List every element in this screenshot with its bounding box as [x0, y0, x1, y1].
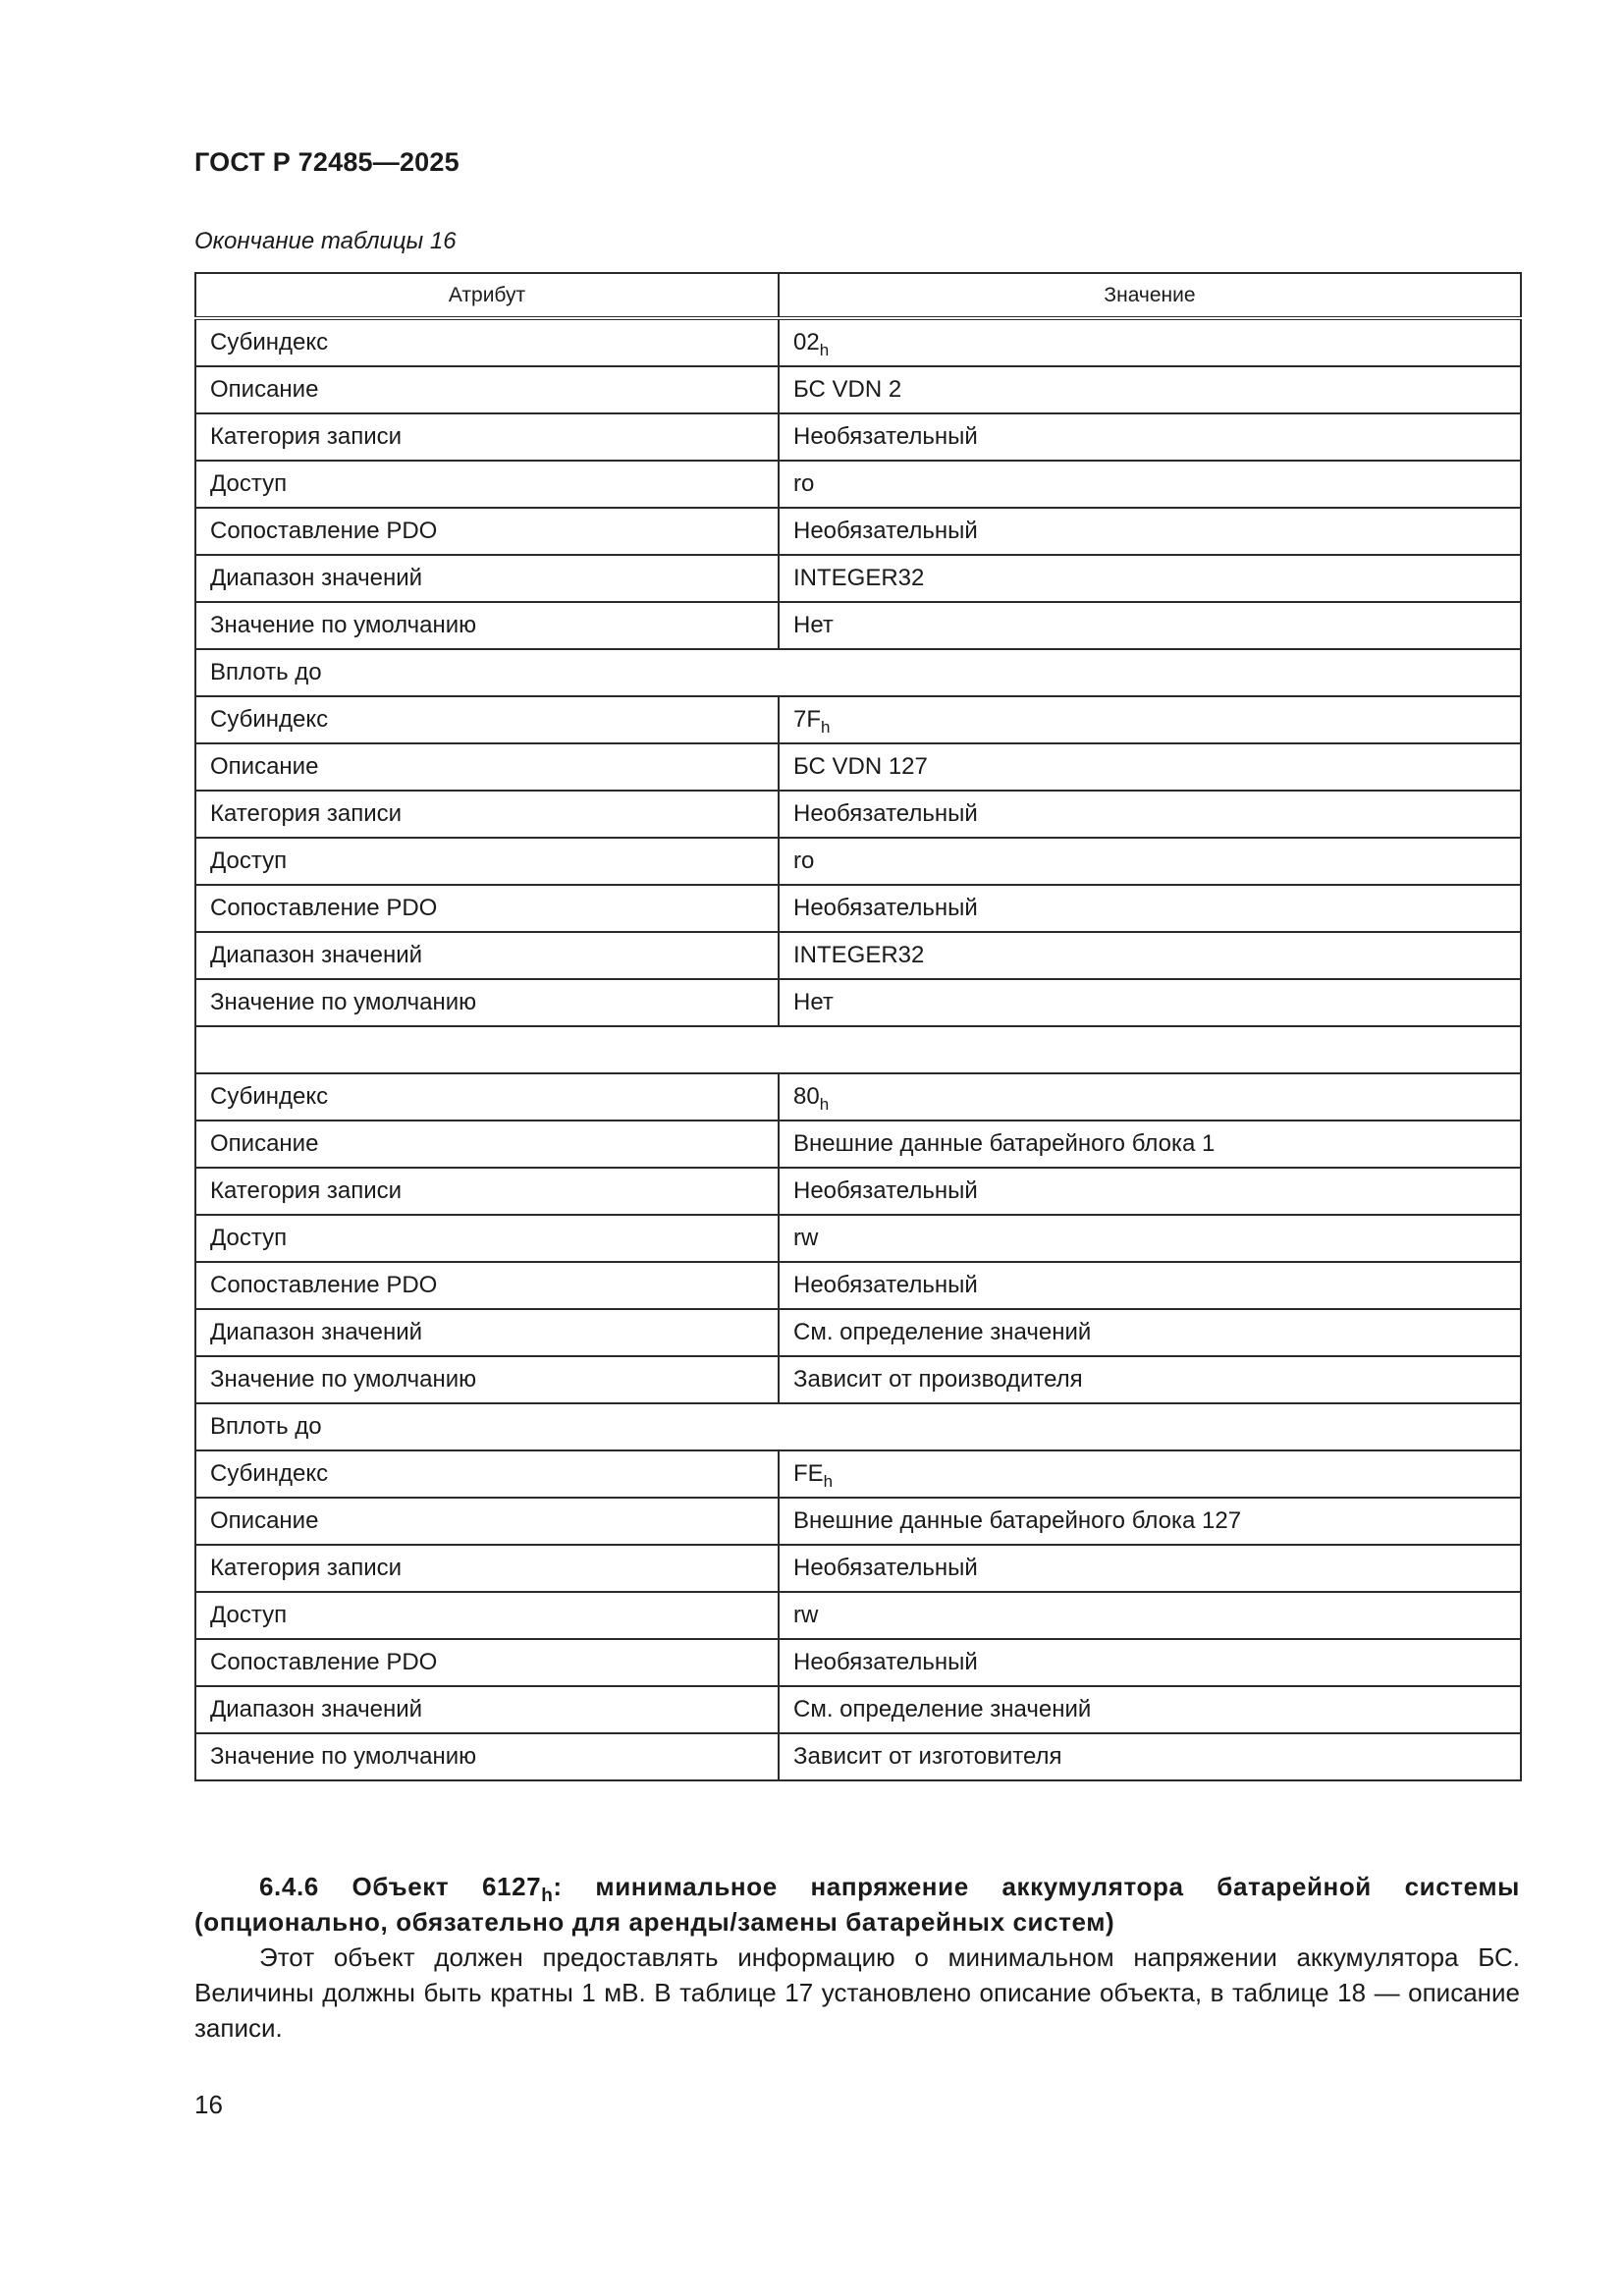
- value-cell: [779, 743, 1521, 791]
- attribute-cell: Значение по умолчанию: [195, 602, 779, 649]
- value-text: См. определение значений: [793, 1696, 1092, 1722]
- table-row: [195, 1309, 1521, 1356]
- table-row: [195, 696, 1521, 743]
- table-row: [195, 1545, 1521, 1592]
- table-span-cell: [195, 1026, 1521, 1073]
- attribute-cell: Субиндекс: [195, 696, 779, 743]
- value-text: Необязательный: [793, 423, 978, 450]
- table-row: [195, 1356, 1521, 1403]
- attribute-cell: Субиндекс: [195, 318, 779, 366]
- value-cell: [779, 1356, 1521, 1403]
- table-row: [195, 979, 1521, 1026]
- table-row: [195, 1733, 1521, 1780]
- value-cell: [779, 318, 1521, 366]
- value-cell: [779, 1686, 1521, 1733]
- value-cell: [779, 838, 1521, 885]
- value-cell: [779, 1545, 1521, 1592]
- value-text: Зависит от изготовителя: [793, 1743, 1062, 1770]
- column-header-attribute: Атрибут: [195, 273, 779, 318]
- attribute-cell: Описание: [195, 743, 779, 791]
- attribute-cell: Описание: [195, 1121, 779, 1168]
- value-text: Внешние данные батарейного блока 1: [793, 1130, 1216, 1157]
- attribute-cell: Описание: [195, 1498, 779, 1545]
- value-text: rw: [793, 1225, 819, 1251]
- section-6-4-6: [194, 1869, 1520, 2046]
- attribute-cell: Описание: [195, 366, 779, 413]
- value-text: INTEGER32: [793, 942, 925, 968]
- value-cell: [779, 932, 1521, 979]
- table-row: [195, 1592, 1521, 1639]
- attribute-cell: Значение по умолчанию: [195, 1733, 779, 1780]
- table-row: [195, 318, 1521, 366]
- value-text: Нет: [793, 612, 834, 638]
- value-text: Зависит от производителя: [793, 1366, 1083, 1393]
- value-text: БС VDN 127: [793, 753, 928, 780]
- table-row: [195, 366, 1521, 413]
- value-text: Внешние данные батарейного блока 127: [793, 1507, 1242, 1534]
- value-text: Необязательный: [793, 1272, 978, 1298]
- section-heading-rest: : минимальное напряжение аккумулятора батарейной системы (опционально, обязательно для аренды/замены батарейных систем): [194, 1872, 1520, 1937]
- table-body: [195, 318, 1521, 1780]
- attribute-cell: Категория записи: [195, 413, 779, 461]
- attribute-table: [194, 272, 1522, 1781]
- value-cell: [779, 979, 1521, 1026]
- value-cell: [779, 461, 1521, 508]
- attribute-cell: Доступ: [195, 838, 779, 885]
- value-cell: [779, 1121, 1521, 1168]
- table-row: [195, 1168, 1521, 1215]
- attribute-cell: Сопоставление PDO: [195, 1262, 779, 1309]
- value-subscript: h: [819, 1095, 830, 1114]
- attribute-cell: Субиндекс: [195, 1450, 779, 1498]
- attribute-cell: Значение по умолчанию: [195, 979, 779, 1026]
- table-row: [195, 461, 1521, 508]
- table-span-cell: Вплоть до: [195, 649, 1521, 696]
- table-row: [195, 1498, 1521, 1545]
- attribute-cell: Сопоставление PDO: [195, 1639, 779, 1686]
- value-text: INTEGER32: [793, 565, 925, 591]
- attribute-cell: Диапазон значений: [195, 1309, 779, 1356]
- table-header-row: [195, 273, 1521, 318]
- attribute-cell: Доступ: [195, 461, 779, 508]
- table-caption: Окончание таблицы 16: [194, 228, 457, 254]
- value-text: БС VDN 2: [793, 376, 902, 403]
- attribute-cell: Сопоставление PDO: [195, 508, 779, 555]
- value-cell: [779, 1639, 1521, 1686]
- value-text: Необязательный: [793, 800, 978, 827]
- column-header-value: Значение: [779, 273, 1521, 318]
- value-text: ro: [793, 470, 815, 497]
- table-row: [195, 1639, 1521, 1686]
- value-cell: [779, 1733, 1521, 1780]
- table-row: [195, 838, 1521, 885]
- value-cell: [779, 1168, 1521, 1215]
- value-text: 80: [793, 1083, 820, 1110]
- attribute-cell: Диапазон значений: [195, 1686, 779, 1733]
- table-row: [195, 791, 1521, 838]
- table-row: [195, 413, 1521, 461]
- attribute-cell: Категория записи: [195, 791, 779, 838]
- value-cell: [779, 555, 1521, 602]
- value-text: ro: [793, 847, 815, 874]
- value-cell: [779, 791, 1521, 838]
- value-subscript: h: [819, 341, 830, 359]
- attribute-cell: Доступ: [195, 1215, 779, 1262]
- value-text: Необязательный: [793, 1177, 978, 1204]
- table-row: [195, 508, 1521, 555]
- value-cell: [779, 1309, 1521, 1356]
- table-row: [195, 743, 1521, 791]
- table-row: [195, 649, 1521, 696]
- table-row: [195, 602, 1521, 649]
- table-row: [195, 555, 1521, 602]
- table-span-cell: Вплоть до: [195, 1403, 1521, 1450]
- value-text: Необязательный: [793, 1555, 978, 1581]
- value-cell: [779, 1262, 1521, 1309]
- value-cell: [779, 1215, 1521, 1262]
- value-cell: [779, 1450, 1521, 1498]
- section-heading-prefix: 6.4.6 Объект 6127: [259, 1872, 542, 1901]
- table-row: [195, 1121, 1521, 1168]
- attribute-cell: Значение по умолчанию: [195, 1356, 779, 1403]
- table-row: [195, 1686, 1521, 1733]
- table-row: [195, 1026, 1521, 1073]
- table-row: [195, 1450, 1521, 1498]
- attribute-cell: Доступ: [195, 1592, 779, 1639]
- value-cell: [779, 1498, 1521, 1545]
- value-cell: [779, 602, 1521, 649]
- section-heading-subscript: h: [541, 1886, 554, 1906]
- attribute-cell: Субиндекс: [195, 1073, 779, 1121]
- value-text: Нет: [793, 989, 834, 1015]
- value-cell: [779, 366, 1521, 413]
- value-text: Необязательный: [793, 518, 978, 544]
- attribute-cell: Диапазон значений: [195, 555, 779, 602]
- value-text: rw: [793, 1602, 819, 1628]
- value-cell: [779, 1073, 1521, 1121]
- value-cell: [779, 413, 1521, 461]
- value-text: Необязательный: [793, 895, 978, 921]
- attribute-cell: Сопоставление PDO: [195, 885, 779, 932]
- attribute-cell: Категория записи: [195, 1545, 779, 1592]
- section-heading: [194, 1869, 1520, 1940]
- table-row: [195, 1215, 1521, 1262]
- document-id: ГОСТ Р 72485—2025: [194, 147, 460, 177]
- table-row: [195, 1073, 1521, 1121]
- value-subscript: h: [823, 1472, 834, 1491]
- value-text: См. определение значений: [793, 1319, 1092, 1345]
- value-cell: [779, 508, 1521, 555]
- value-cell: [779, 696, 1521, 743]
- value-subscript: h: [821, 718, 831, 737]
- section-paragraph: Этот объект должен предоставлять информацию о минимальном напряжении аккумулятора БС. Величины должны быть кратны 1 мВ. В таблице 17 установлено описание объекта, в таблице 18 — описание записи.: [194, 1942, 1520, 2043]
- value-text: Необязательный: [793, 1649, 978, 1675]
- table-row: [195, 885, 1521, 932]
- value-text: 7F: [793, 706, 822, 733]
- page-number: 16: [194, 2090, 223, 2119]
- value-cell: [779, 885, 1521, 932]
- value-text: FE: [793, 1460, 824, 1487]
- table-row: [195, 1262, 1521, 1309]
- table-row: [195, 1403, 1521, 1450]
- value-text: 02: [793, 329, 820, 355]
- value-cell: [779, 1592, 1521, 1639]
- attribute-cell: Категория записи: [195, 1168, 779, 1215]
- attribute-cell: Диапазон значений: [195, 932, 779, 979]
- table-row: [195, 932, 1521, 979]
